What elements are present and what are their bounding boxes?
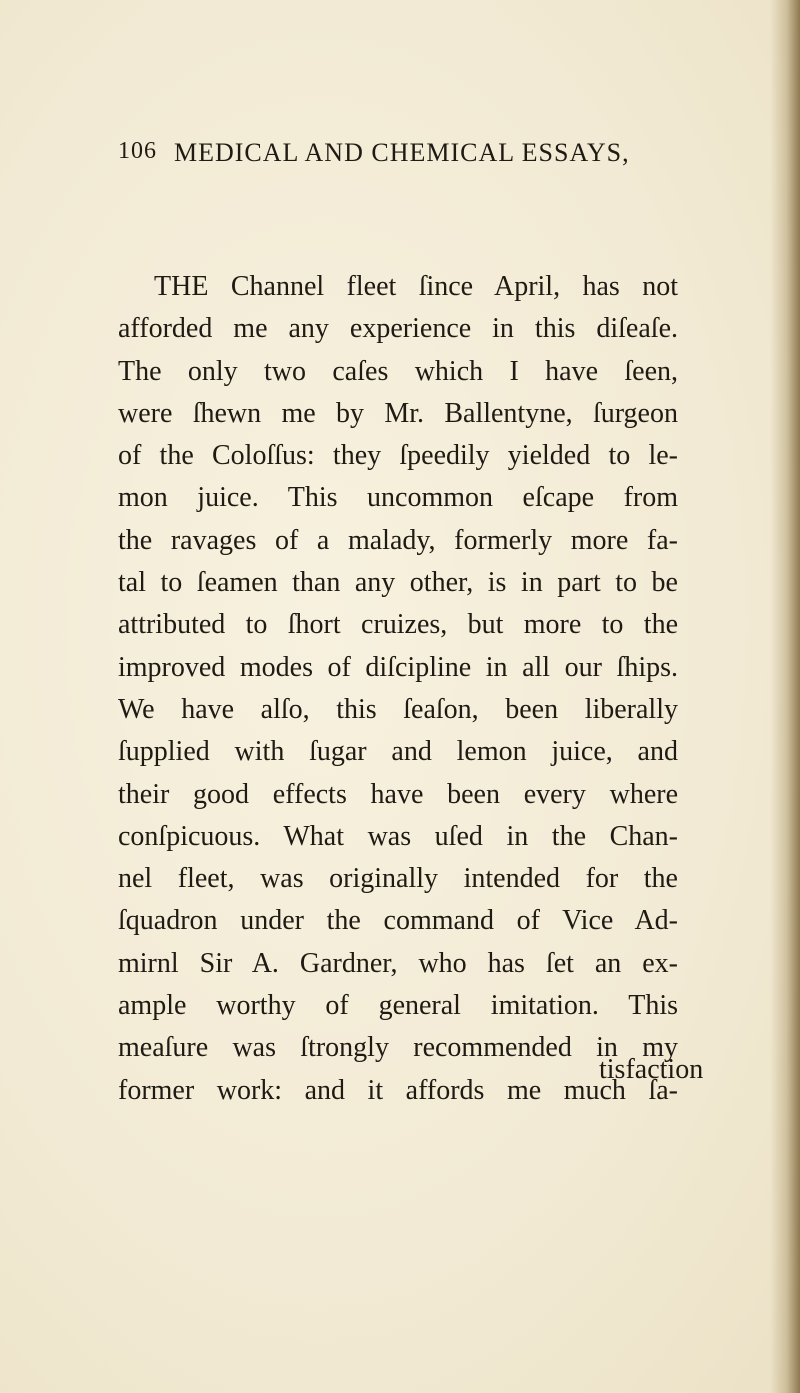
body-text bbox=[118, 266, 678, 1112]
text-line: meaſure was ſtrongly recommended in my bbox=[118, 1032, 678, 1064]
text-line: ſquadron under the command of Vice Ad- bbox=[118, 905, 678, 937]
text-line: conſpicuous. What was uſed in the Chan- bbox=[118, 820, 678, 852]
text-line: of the Coloſſus: they ſpeedily yielded to le- bbox=[118, 440, 678, 472]
text-line: mirnl Sir A. Gardner, who has ſet an ex- bbox=[118, 947, 678, 979]
text-line: former work: and it affords me much ſa- bbox=[118, 1074, 678, 1106]
text-line: The only two caſes which I have ſeen, bbox=[118, 355, 678, 387]
text-line: ſupplied with ſugar and lemon juice, and bbox=[118, 736, 678, 768]
text-line: were ſhewn me by Mr. Ballentyne, ſurgeon bbox=[118, 397, 678, 429]
text-line: tal to ſeamen than any other, is in part to be bbox=[118, 567, 678, 599]
text-line: We have alſo, this ſeaſon, been liberally bbox=[118, 693, 678, 725]
page-header bbox=[118, 138, 678, 178]
running-head: MEDICAL AND CHEMICAL ESSAYS, bbox=[174, 138, 630, 167]
text-line: afforded me any experience in this diſeaſe. bbox=[118, 313, 678, 345]
catchword: tisfaction bbox=[599, 1054, 704, 1085]
page-number: 106 bbox=[118, 138, 157, 164]
text-line: ample worthy of general imitation. This bbox=[118, 990, 678, 1022]
text-line: improved modes of diſcipline in all our ſhips. bbox=[118, 651, 678, 683]
page-edge-shadow bbox=[770, 0, 800, 1393]
text-line: attributed to ſhort cruizes, but more to the bbox=[118, 609, 678, 641]
text-line: nel fleet, was originally intended for the bbox=[118, 863, 678, 895]
text-line: their good effects have been every where bbox=[118, 778, 678, 810]
text-line: THE Channel fleet ſince April, has not bbox=[154, 271, 678, 302]
text-line: the ravages of a malady, formerly more fa- bbox=[118, 524, 678, 556]
text-line: mon juice. This uncommon eſcape from bbox=[118, 482, 678, 514]
